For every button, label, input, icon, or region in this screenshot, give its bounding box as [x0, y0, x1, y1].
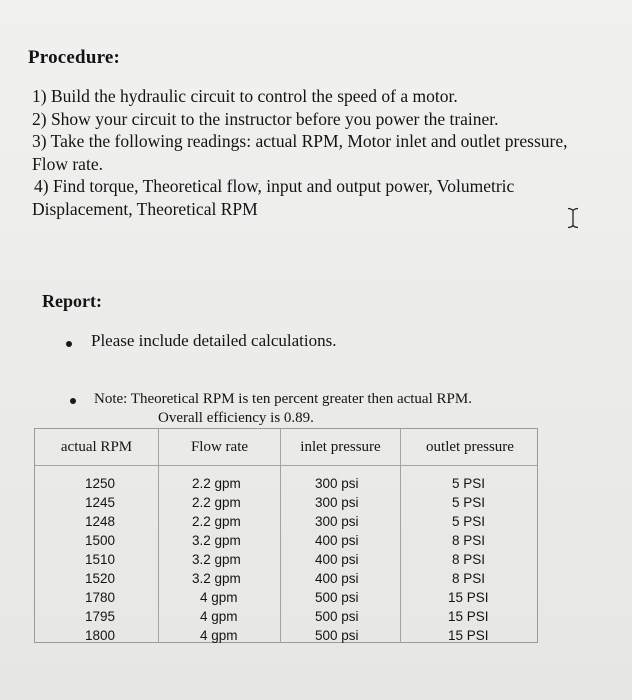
- table-row: [35, 626, 537, 645]
- cell-flow-rate: 4 gpm: [200, 628, 238, 643]
- table-row: [35, 588, 537, 607]
- readings-table: [34, 428, 538, 643]
- cell-actual-rpm: 1250: [85, 476, 116, 491]
- cell-flow-rate: 3.2 gpm: [192, 533, 241, 548]
- cell-flow-rate: 3.2 gpm: [192, 571, 241, 586]
- table-row: [35, 531, 537, 550]
- procedure-step-3-continued: Flow rate.: [32, 153, 103, 174]
- cell-outlet-pressure: 5 PSI: [452, 495, 486, 510]
- text-cursor-icon: [566, 207, 580, 229]
- cell-outlet-pressure: 15 PSI: [448, 590, 489, 605]
- table-row: [35, 474, 537, 493]
- table-row: [35, 550, 537, 569]
- cell-outlet-pressure: 5 PSI: [452, 514, 486, 529]
- cell-flow-rate: 2.2 gpm: [192, 514, 241, 529]
- cell-actual-rpm: 1800: [85, 628, 116, 643]
- procedure-step-4: 4) Find torque, Theoretical flow, input and output power, Volumetric: [34, 176, 515, 196]
- cell-flow-rate: 3.2 gpm: [192, 552, 241, 567]
- cell-inlet-pressure: 400 psi: [315, 552, 359, 567]
- cell-outlet-pressure: 8 PSI: [452, 571, 486, 586]
- bullet-dot: [70, 398, 76, 404]
- table-row: [35, 607, 537, 626]
- cell-flow-rate: 4 gpm: [200, 609, 238, 624]
- report-note-efficiency: Overall efficiency is 0.89.: [158, 410, 314, 426]
- cell-flow-rate: 2.2 gpm: [192, 476, 241, 491]
- bullet-dot: [66, 341, 72, 347]
- procedure-heading: Procedure:: [28, 47, 121, 68]
- cell-actual-rpm: 1500: [85, 533, 116, 548]
- cell-actual-rpm: 1248: [85, 514, 116, 529]
- cell-actual-rpm: 1520: [85, 571, 116, 586]
- procedure-step-3: 3) Take the following readings: actual RPM, Motor inlet and outlet pressure,: [32, 131, 568, 151]
- column-header-actual-rpm: actual RPM: [60, 438, 133, 455]
- procedure-step-1: 1) Build the hydraulic circuit to control the speed of a motor.: [32, 86, 458, 106]
- report-note-theoretical-rpm: Note: Theoretical RPM is ten percent greater then actual RPM.: [94, 391, 472, 407]
- cell-inlet-pressure: 400 psi: [315, 571, 359, 586]
- column-header-flow-rate: Flow rate: [190, 438, 249, 455]
- cell-actual-rpm: 1245: [85, 495, 116, 510]
- cell-flow-rate: 2.2 gpm: [192, 495, 241, 510]
- table-body: [35, 474, 537, 645]
- table-row: [35, 493, 537, 512]
- cell-actual-rpm: 1510: [85, 552, 116, 567]
- cell-outlet-pressure: 8 PSI: [452, 552, 486, 567]
- cell-actual-rpm: 1795: [85, 609, 116, 624]
- procedure-steps: [32, 85, 624, 220]
- cell-inlet-pressure: 300 psi: [315, 514, 359, 529]
- cell-outlet-pressure: 15 PSI: [448, 609, 489, 624]
- table-row: [35, 569, 537, 588]
- procedure-step-2: 2) Show your circuit to the instructor before you power the trainer.: [32, 108, 499, 129]
- cell-inlet-pressure: 300 psi: [315, 495, 359, 510]
- cell-inlet-pressure: 400 psi: [315, 533, 359, 548]
- cell-inlet-pressure: 500 psi: [315, 590, 359, 605]
- column-header-outlet-pressure: outlet pressure: [426, 438, 514, 455]
- cell-inlet-pressure: 300 psi: [315, 476, 359, 491]
- report-heading: Report:: [42, 291, 102, 311]
- procedure-step-4-continued: Displacement, Theoretical RPM: [32, 198, 258, 219]
- column-header-inlet-pressure: inlet pressure: [300, 438, 381, 455]
- header-divider: [35, 465, 537, 466]
- cell-outlet-pressure: 5 PSI: [452, 476, 486, 491]
- report-bullet-calculations: Please include detailed calculations.: [91, 331, 337, 350]
- table-row: [35, 512, 537, 531]
- cell-inlet-pressure: 500 psi: [315, 609, 359, 624]
- cell-inlet-pressure: 500 psi: [315, 628, 359, 643]
- cell-outlet-pressure: 8 PSI: [452, 533, 486, 548]
- cell-flow-rate: 4 gpm: [200, 590, 238, 605]
- cell-actual-rpm: 1780: [85, 590, 116, 605]
- cell-outlet-pressure: 15 PSI: [448, 628, 489, 643]
